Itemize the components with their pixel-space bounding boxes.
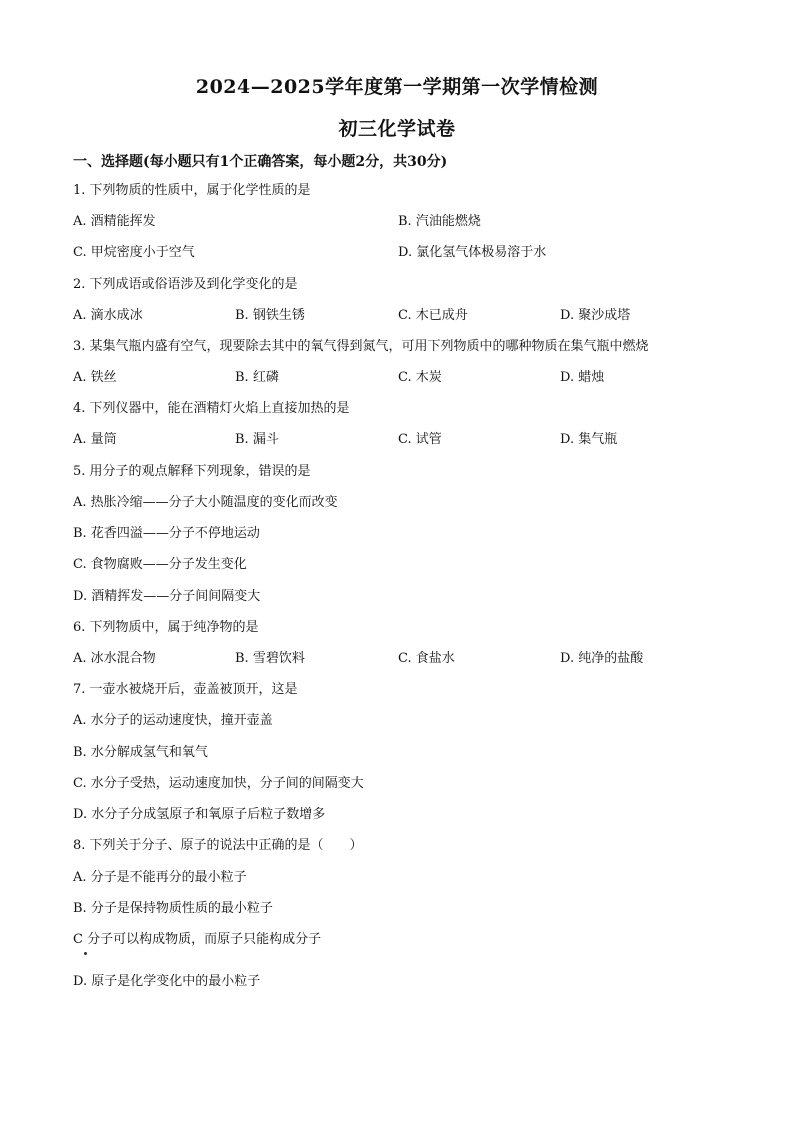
question-2-option-c: C. 木已成舟 <box>398 308 468 323</box>
question-7-option-d: D. 水分子分成氢原子和氧原子后粒子数增多 <box>73 807 326 822</box>
question-1-stem: 1. 下列物质的性质中，属于化学性质的是 <box>73 183 311 198</box>
question-4-option-d: D. 集气瓶 <box>560 432 618 447</box>
question-8-option-d: D. 原子是化学变化中的最小粒子 <box>73 974 261 989</box>
question-6-option-b: B. 雪碧饮料 <box>235 651 305 666</box>
question-2-stem: 2. 下列成语或俗语涉及到化学变化的是 <box>73 277 298 292</box>
question-1-option-c: C. 甲烷密度小于空气 <box>73 245 195 260</box>
question-8-option-a: A. 分子是不能再分的最小粒子 <box>73 870 247 885</box>
question-4-option-c: C. 试管 <box>398 432 442 447</box>
question-6-option-c: C. 食盐水 <box>398 651 455 666</box>
question-1-option-d: D. 氯化氢气体极易溶于水 <box>398 245 547 260</box>
question-8-option-c: C 分子可以构成物质，而原子只能构成分子 <box>73 932 322 947</box>
question-4-option-a: A. 量筒 <box>73 432 117 447</box>
question-3-option-d: D. 蜡烛 <box>560 370 605 385</box>
question-2-option-d: D. 聚沙成塔 <box>560 308 631 323</box>
page-title: 2024—2025学年度第一学期第一次学情检测 <box>195 76 599 98</box>
question-5-option-c: C. 食物腐败——分子发生变化 <box>73 557 247 572</box>
question-4-stem: 4. 下列仪器中，能在酒精灯火焰上直接加热的是 <box>73 401 350 416</box>
question-6-option-a: A. 冰水混合物 <box>73 651 156 666</box>
question-2-option-b: B. 钢铁生锈 <box>235 308 305 323</box>
stray-dot-mark <box>84 952 87 955</box>
question-8-stem: 8. 下列关于分子、原子的说法中正确的是（ ） <box>73 838 363 853</box>
page-subtitle: 初三化学试卷 <box>338 118 456 140</box>
question-7-option-a: A. 水分子的运动速度快，撞开壶盖 <box>73 713 273 728</box>
question-7-option-b: B. 水分解成氢气和氧气 <box>73 745 208 760</box>
question-4-option-b: B. 漏斗 <box>235 432 279 447</box>
question-5-option-a: A. 热胀冷缩——分子大小随温度的变化而改变 <box>73 495 338 510</box>
question-6-option-d: D. 纯净的盐酸 <box>560 651 644 666</box>
question-6-stem: 6. 下列物质中，属于纯净物的是 <box>73 620 259 635</box>
question-5-option-b: B. 花香四溢——分子不停地运动 <box>73 526 260 541</box>
question-1-option-a: A. 酒精能挥发 <box>73 214 156 229</box>
section-heading: 一、选择题(每小题只有1个正确答案，每小题2分，共30分) <box>73 154 448 170</box>
question-5-stem: 5. 用分子的观点解释下列现象，错误的是 <box>73 464 311 479</box>
question-3-stem: 3. 某集气瓶内盛有空气，现要除去其中的氧气得到氮气，可用下列物质中的哪种物质在集气瓶中燃烧 <box>73 339 649 354</box>
question-5-option-d: D. 酒精挥发——分子间间隔变大 <box>73 589 261 604</box>
question-8-option-b: B. 分子是保持物质性质的最小粒子 <box>73 901 273 916</box>
question-3-option-c: C. 木炭 <box>398 370 442 385</box>
question-3-option-b: B. 红磷 <box>235 370 279 385</box>
question-2-option-a: A. 滴水成冰 <box>73 308 143 323</box>
question-7-option-c: C. 水分子受热，运动速度加快，分子间的间隔变大 <box>73 776 364 791</box>
question-1-option-b: B. 汽油能燃烧 <box>398 214 481 229</box>
question-7-stem: 7. 一壶水被烧开后，壶盖被顶开，这是 <box>73 682 298 697</box>
question-3-option-a: A. 铁丝 <box>73 370 117 385</box>
